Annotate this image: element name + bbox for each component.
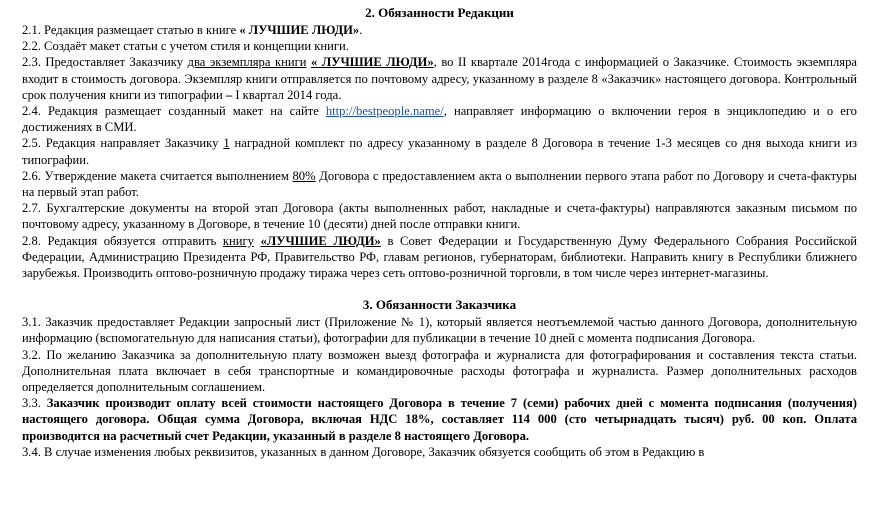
clause-2-4	[22, 103, 857, 135]
section-3-heading: 3. Обязанности Заказчика	[362, 297, 517, 313]
clause-2-3	[22, 54, 857, 103]
clause-2-8-text: 2.8. Редакция обязуется отправить	[22, 233, 223, 248]
clause-2-5-count: 1	[223, 136, 230, 151]
clause-2-3-underlined: два экземпляра книги	[187, 55, 307, 70]
clause-2-3-end: I квартал 2014 года.	[232, 87, 342, 102]
website-link[interactable]: http://bestpeople.name/	[325, 104, 444, 119]
clause-2-5-end: наградной комплект по адресу указанному в разделе 8 Договора в течение 1-3 месяцев со дня выхода книги из типографии.	[22, 136, 858, 167]
clause-2-6-end: Договора с предоставлением акта о выполнении первого этапа работ по Договору и счета-фактуры на первый этап работ.	[22, 168, 857, 200]
clause-3-2: 3.2. По желанию Заказчика за дополнительную плату возможен выезд фотографа и журналиста для фотографирования и составления текста статьи. Дополнительная плата включает в себя транспортные и командировочные расходы фотографа и журналиста. Размер дополнительных расходов определяется дополнительным соглашением.	[22, 347, 857, 395]
clause-3-1: 3.1. Заказчик предоставляет Редакции запросный лист (Приложение № 1), который является неотъемлемой частью данного Договора, дополнительную информацию (вспомогательную для написания статьи), фотографии для публикации в течение 10 дней с момента подписания Договора.	[22, 315, 857, 346]
clause-3-3	[22, 395, 857, 444]
clause-2-8-end: в Совет Федерации и Государственную Думу Федерального Собрания Российской Федерации, Администрацию Президента РФ, Правительство РФ, главам регионов, губернаторам, библиотеки. Направить книгу в Республики ближнего зарубежья. Производить оптово-розничную продажу тиража через сеть оптово-розничной торговли, в том числе через интернет-магазины.	[22, 233, 857, 281]
clause-2-8	[22, 233, 857, 282]
clause-2-1	[22, 22, 857, 38]
clause-2-8-underlined: книгу	[222, 233, 254, 248]
clause-2-3-dash: –	[225, 87, 233, 102]
book-title: « ЛУЧШИЕ ЛЮДИ»	[311, 55, 434, 70]
clause-2-1-end: .	[359, 23, 363, 37]
clause-2-5-text: 2.5. Редакция направляет Заказчику	[22, 136, 224, 151]
clause-2-6-percent: 80%	[292, 168, 316, 183]
clause-2-7: 2.7. Бухгалтерские документы на второй этап Договора (акты выполненных работ, накладные и счета-фактуры) направляются заказным письмом по почтовому адресу, указанному в Договоре, в течение 10 (десяти) дней после отправки книги.	[22, 201, 857, 232]
clause-2-4-end: , направляет информацию о включении героя в энциклопедию и о его достижениях в СМИ.	[22, 104, 857, 135]
clause-3-4: 3.4. В случае изменения любых реквизитов, указанных в данном Договоре, Заказчик обязуется сообщить об этом в Редакцию в	[22, 444, 705, 459]
clause-2-6	[22, 168, 857, 200]
clause-3-3-number: 3.3.	[22, 396, 47, 411]
clause-2-2: 2.2. Создаёт макет статьи с учетом стиля и концепции книги.	[22, 39, 349, 54]
clause-2-4-text: 2.4. Редакция размещает созданный макет на сайте	[22, 104, 326, 119]
clause-2-5	[22, 135, 857, 167]
clause-2-1-text: 2.1. Редакция размещает статью в книге	[22, 23, 240, 37]
book-title: «ЛУЧШИЕ ЛЮДИ»	[260, 233, 381, 248]
section-2-heading: 2. Обязанности Редакции	[365, 5, 514, 20]
clause-2-3-text: 2.3. Предоставляет Заказчику	[22, 55, 188, 70]
clause-2-3-body: , во II квартале 2014года с информацией о Заказчике. Стоимость экземпляра входит в стоимость договора. Экземпляр книги отправляется по почтовому адресу, указанному в разделе 8 «Заказчик» настоящего договора. Контрольный срок получения книги из типографии	[22, 55, 857, 102]
clause-3-3-payment-terms: Заказчик производит оплату всей стоимости настоящего Договора в течение 7 (семи) рабочих дней с момента подписания (получения) настоящего договора. Общая сумма Договора, включая НДС 18%, составляет 114 000 (сто четырнадцать тысяч) руб. 00 коп. Оплата производится на расчетный счет Редакции, указанный в разделе 8 настоящего Договора.	[22, 396, 857, 443]
book-title: « ЛУЧШИЕ ЛЮДИ»	[239, 23, 360, 37]
clause-2-6-text: 2.6. Утверждение макета считается выполнением	[22, 168, 293, 183]
